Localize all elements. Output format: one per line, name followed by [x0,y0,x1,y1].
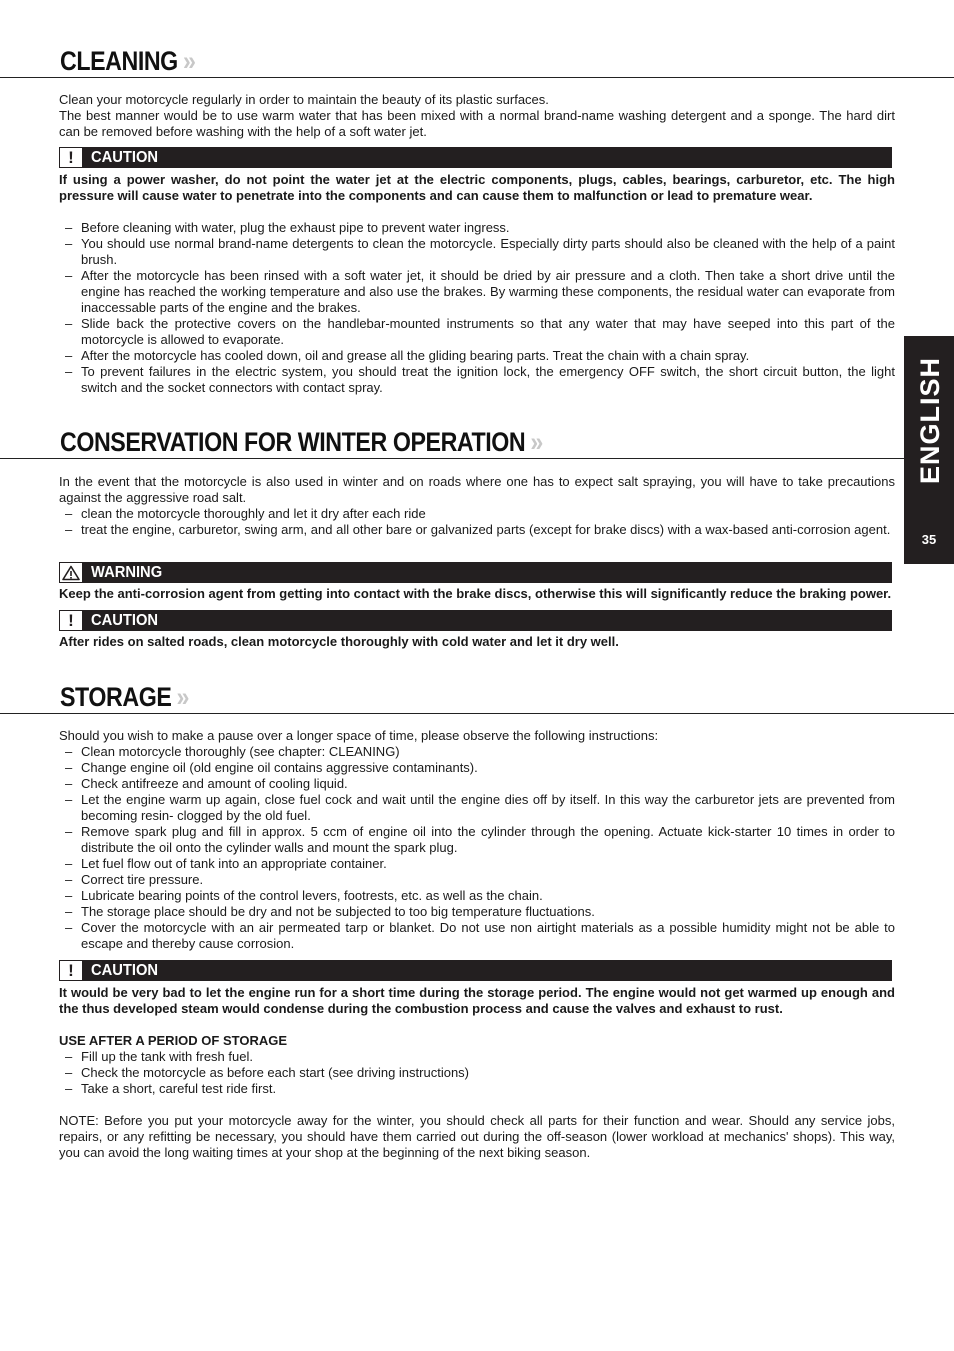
dash-marker: – [65,872,73,887]
chevron-icon: » [182,46,196,76]
list-item: – To prevent failures in the electric system, you should treat the ignition lock, the emergency OFF switch, the short circuit button, the light switch and the socket connectors with contact spray. [65,364,895,395]
list-item: – The storage place should be dry and not be subjected to too big temperature fluctuations. [65,904,595,919]
exclamation-icon: ! [59,610,83,631]
list-item: – Change engine oil (old engine oil contains aggressive contaminants). [65,760,478,775]
caution-label: CAUTION [91,962,159,979]
list-item: – Take a short, careful test ride first. [65,1081,277,1096]
winter-list [59,506,895,538]
dash-marker: – [65,888,73,903]
list-item: – After the motorcycle has cooled down, oil and grease all the gliding bearing parts. Treat the chain with a chain spray. [65,348,750,363]
language-side-tab [904,336,954,564]
list-item: – Lubricate bearing points of the control levers, footrests, etc. as well as the chain. [65,888,543,903]
winter-block [59,474,895,538]
dash-marker: – [65,824,73,839]
caution-bar [59,960,892,981]
warning-triangle-icon [59,562,83,583]
subheading: USE AFTER A PERIOD OF STORAGE [59,1033,288,1048]
caution-text: After rides on salted roads, clean motorcycle thoroughly with cold water and let it dry well. [59,634,619,649]
list-item: – Before cleaning with water, plug the exhaust pipe to prevent water ingress. [65,220,510,235]
divider [0,713,954,714]
dash-marker: – [65,506,73,521]
list-item: – Let the engine warm up again, close fuel cock and wait until the engine dies off by itself. In this way the carburetor jets are prevented from becoming resin- clogged by the old fuel. [65,792,895,823]
dash-marker: – [65,1049,73,1064]
dash-marker: – [65,856,73,871]
caution-bar [59,147,892,168]
list-item: – Cover the motorcycle with an air permeated tarp or blanket. Do not use non airtight materials as a possible humidity might not be able to escape and thereby cause corrosion. [65,920,895,951]
caution-label: CAUTION [91,612,159,629]
exclamation-icon: ! [59,147,83,168]
dash-marker: – [65,522,73,537]
warning-label: WARNING [91,564,163,581]
dash-marker: – [65,904,73,919]
dash-marker: – [65,316,73,331]
section-title: CLEANING » [60,46,196,76]
dash-marker: – [65,220,73,235]
exclamation-icon: ! [59,960,83,981]
storage-intro: Should you wish to make a pause over a longer space of time, please observe the following instructions: [59,728,659,743]
dash-marker: – [65,348,73,363]
dash-marker: – [65,268,73,283]
dash-marker: – [65,236,73,251]
list-item: – Remove spark plug and fill in approx. 5 ccm of engine oil into the cylinder through the opening. Actuate kick-starter 10 times in order to distribute the oil onto the cylinder walls and mount the spark plug. [65,824,895,855]
list-item: – Let fuel flow out of tank into an appropriate container. [65,856,387,871]
list-item: – treat the engine, carburetor, swing arm, and all other bare or galvanized parts (except for brake discs) with a wax-based anti-corrosion agent. [65,522,891,537]
dash-marker: – [65,792,73,807]
caution-bar [59,610,892,631]
list-item: – Clean motorcycle thoroughly (see chapter: CLEANING) [65,744,400,759]
dash-marker: – [65,760,73,775]
dash-marker: – [65,920,73,935]
cleaning-paragraph: The best manner would be to use warm water that has been mixed with a normal brand-name washing detergent and a sponge. The hard dirt can be removed before washing with the help of a soft water jet. [59,108,895,139]
cleaning-list [59,220,895,396]
warning-bar [59,562,892,583]
use-after-storage-block [59,1033,895,1097]
dash-marker: – [65,1081,73,1096]
cleaning-intro-block [59,92,895,140]
use-after-list [59,1049,895,1097]
list-item: – clean the motorcycle thoroughly and let it dry after each ride [65,506,426,521]
storage-block [59,728,895,952]
dash-marker: – [65,1065,73,1080]
dash-marker: – [65,364,73,379]
list-item: – Slide back the protective covers on the handlebar-mounted instruments so that any water that may have seeped into this part of the motorcycle is allowed to evaporate. [65,316,895,347]
chevron-icon: » [530,427,543,457]
caution-text: It would be very bad to let the engine run for a short time during the storage period. The engine would not get warmed up enough and the thus developed steam would condense during the combustion process and cause the valves and exhaust to rust. [59,985,895,1016]
divider [0,458,954,459]
section-title: STORAGE » [60,682,190,712]
list-item: – Fill up the tank with fresh fuel. [65,1049,253,1064]
storage-list [59,744,895,952]
section-header-winter [0,417,954,457]
section-header-cleaning [0,36,954,76]
section-title: CONSERVATION FOR WINTER OPERATION » [60,427,543,457]
cleaning-intro: Clean your motorcycle regularly in order to maintain the beauty of its plastic surfaces. [59,92,549,107]
list-item: – After the motorcycle has been rinsed with a soft water jet, it should be dried by air pressure and a cloth. Then take a short drive until the engine has reached the working temperature and also use the brakes. By warming these components, the residual water can evaporate from inaccessable parts of the engine and the brakes. [65,268,895,315]
warning-text: Keep the anti-corrosion agent from getting into contact with the brake discs, otherwise this will significantly reduce the braking power. [59,586,892,601]
dash-marker: – [65,744,73,759]
divider [0,77,954,78]
list-item: – You should use normal brand-name detergents to clean the motorcycle. Especially dirty parts should also be cleaned with the help of a paint brush. [65,236,895,267]
list-item: – Check the motorcycle as before each start (see driving instructions) [65,1065,470,1080]
caution-text: If using a power washer, do not point the water jet at the electric components, plugs, cables, bearings, carburetor, etc. The high pressure will cause water to penetrate into the components and can cause them to malfunction or lead to premature wear. [59,172,895,203]
cleaning-list-block [59,220,895,396]
list-item: – Correct tire pressure. [65,872,204,887]
list-item: – Check antifreeze and amount of cooling liquid. [65,776,348,791]
note-text: NOTE: Before you put your motorcycle away for the winter, you should check all parts for their function and wear. Should any service jobs, repairs, or any refitting be necessary, you should have them carried out during the off-season (lower workload at mechanics' shops). This way, you can avoid the long waiting times at your shop at the beginning of the next biking season. [59,1113,895,1160]
section-header-storage [0,672,954,712]
winter-intro: In the event that the motorcycle is also used in winter and on roads where one has to expect salt spraying, you will have to take precautions against the aggressive road salt. [59,474,895,505]
language-label: ENGLISH [914,356,945,484]
chevron-icon: » [176,682,190,712]
dash-marker: – [65,776,73,791]
caution-label: CAUTION [91,149,159,166]
page-number: 35 [921,532,937,547]
